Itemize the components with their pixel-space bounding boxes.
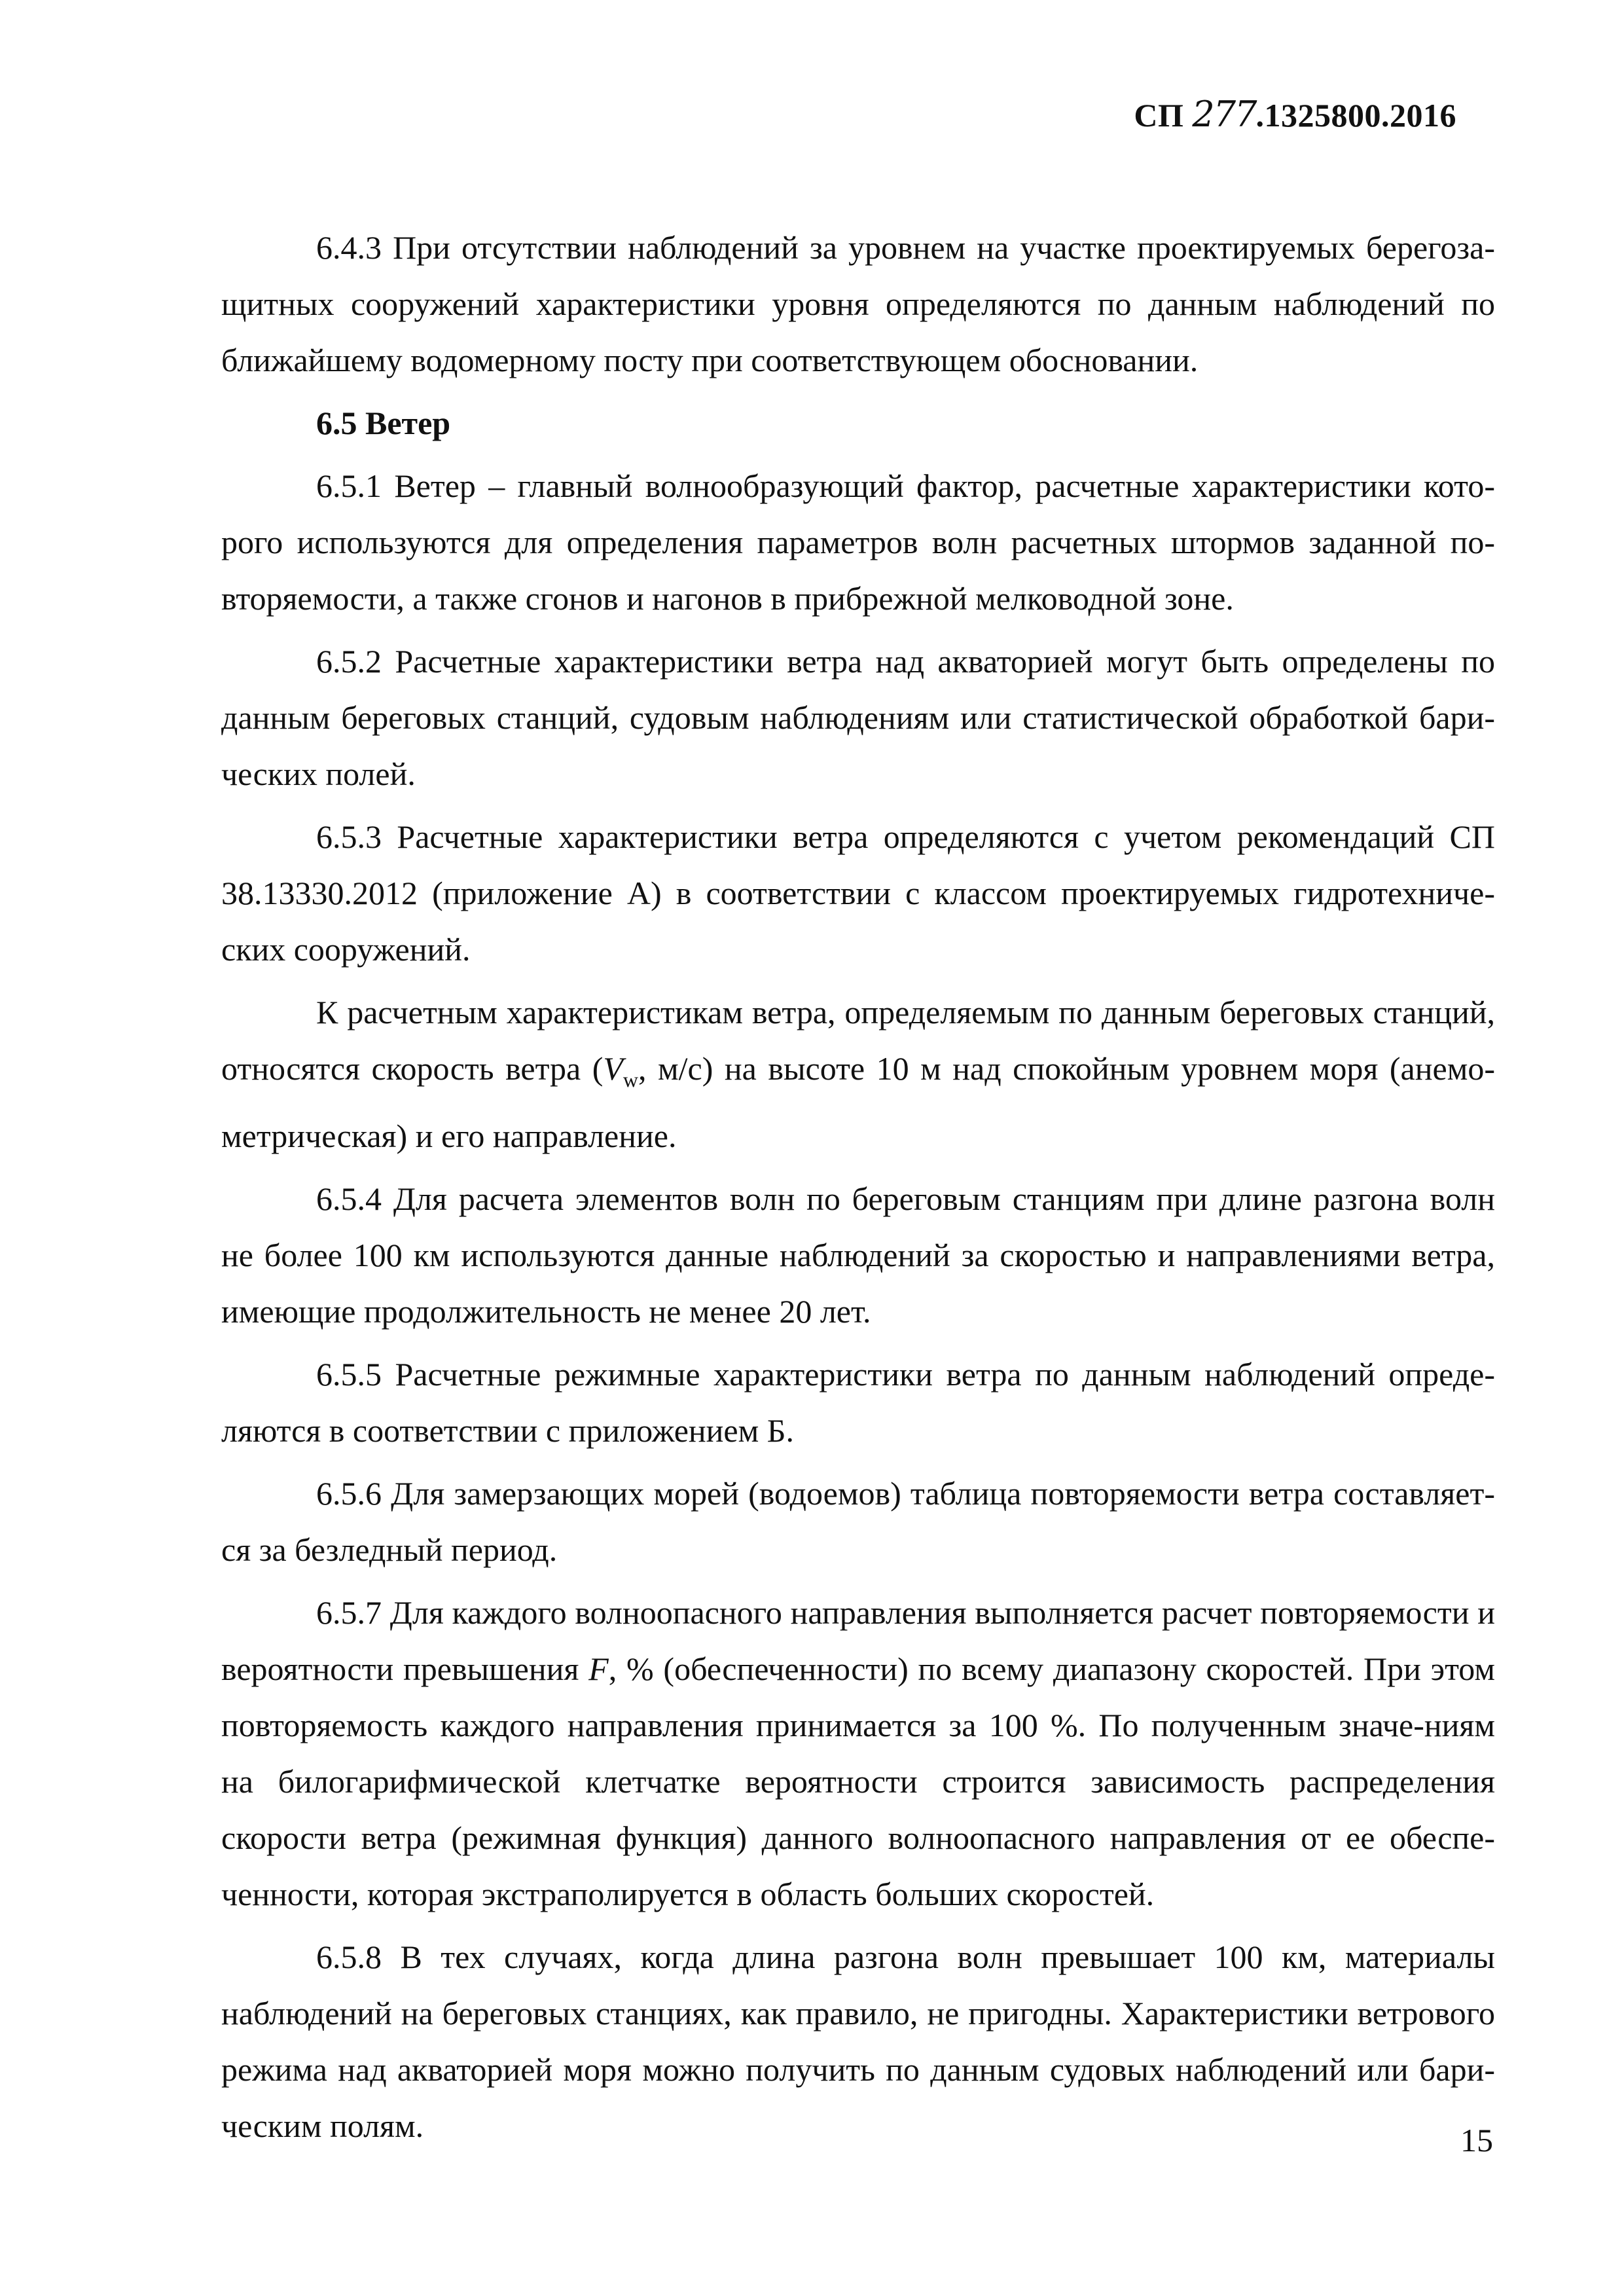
paragraph-6-5-3: 6.5.3 Расчетные характеристики ветра определяются с учетом рекомендаций СП 38.13330.2012 (приложение А) в соответствии с классом проектируемых гидротехниче-ских сооружений. — [221, 818, 1495, 968]
section-heading: 6.5 Ветер — [316, 405, 451, 441]
handwritten-number: 277 — [1192, 94, 1256, 135]
paragraph-wind-speed: К расчетным характеристикам ветра, определяемым по данным береговых станций, относятся скорость ветра ($V_w$, м/с) на высоте 10 м над спокойным уровнем моря (анемо-метрическая) и его направление. — [221, 994, 1495, 1154]
page-body — [221, 219, 1495, 2154]
document-code-prefix: СП — [1134, 97, 1193, 134]
paragraph-6-5-6: 6.5.6 Для замерзающих морей (водоемов) таблица повторяемости ветра составляет-ся за безледный период. — [221, 1475, 1495, 1568]
document-code — [1134, 94, 1456, 135]
paragraph-6-5-1: 6.5.1 Ветер – главный волнообразующий фактор, расчетные характеристики кото-рого используются для определения параметров волн расчетных штормов заданной по-вторяемости, а также сгонов и нагонов в прибрежной мелководной зоне. — [221, 467, 1495, 617]
probability-symbol: F — [588, 1650, 609, 1687]
paragraph-6-5-2: 6.5.2 Расчетные характеристики ветра над акваторией могут быть определены по данным береговых станций, судовым наблюдениям или статистической обработкой бари-ческих полей. — [221, 643, 1495, 792]
paragraph-6-5-7: 6.5.7 Для каждого волноопасного направления выполняется расчет повторяемости и вероятности превышения F, % (обеспеченности) по всему диапазону скоростей. При этом повторяемость каждого направления принимается за 100 %. По полученным значе-ниям на билогарифмической клетчатке вероятности строится зависимость распределения скорости ветра (режимная функция) данного волноопасного направления от ее обеспе-ченности, которая экстраполируется в область больших скоростей. — [221, 1594, 1495, 1912]
paragraph-6-5-5: 6.5.5 Расчетные режимные характеристики ветра по данным наблюдений опреде-ляются в соответствии с приложением Б. — [221, 1356, 1495, 1449]
paragraph-6-4-3: 6.4.3 При отсутствии наблюдений за уровнем на участке проектируемых берегоза-щитных сооружений характеристики уровня определяются по данным наблюдений по ближайшему водомерному посту при соответствующем обосновании. — [221, 229, 1495, 378]
paragraph-6-5-8: 6.5.8 В тех случаях, когда длина разгона волн превышает 100 км, материалы наблюдений на береговых станциях, как правило, не пригодны. Характеристики ветрового режима над акваторией моря можно получить по данным судовых наблюдений или бари-ческим полям. — [221, 1939, 1495, 2144]
wind-speed-symbol: V — [603, 1050, 623, 1087]
paragraph-6-5-4: 6.5.4 Для расчета элементов волн по береговым станциям при длине разгона волн не более 100 км используются данные наблюдений за скоростью и направлениями ветра, имеющие продолжительность не менее 20 лет. — [221, 1180, 1495, 1330]
document-code-suffix: .1325800.2016 — [1255, 97, 1456, 134]
wind-speed-subscript: w — [623, 1068, 639, 1091]
page-number: 15 — [1460, 2122, 1493, 2159]
